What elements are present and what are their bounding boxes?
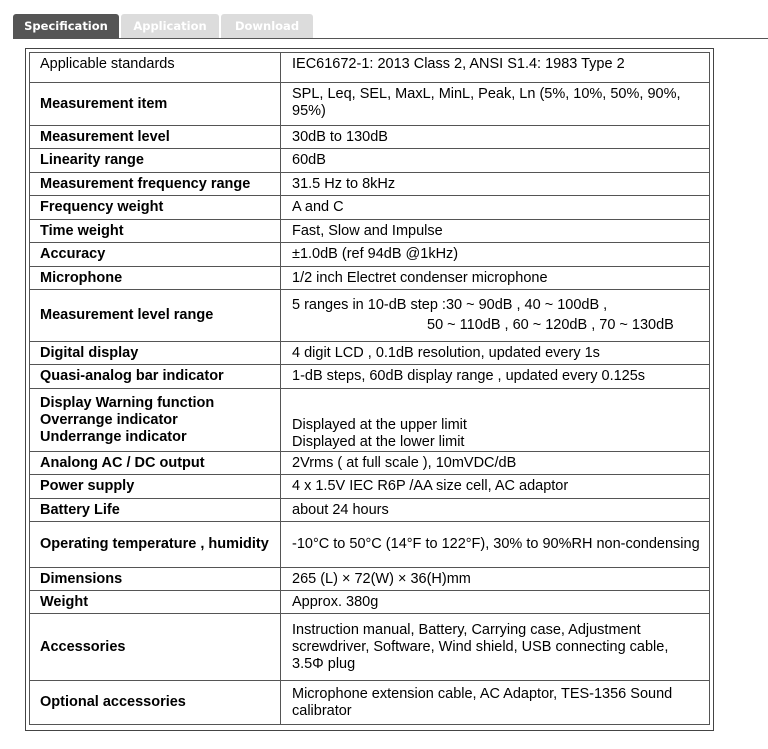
spec-value: 4 digit LCD , 0.1dB resolution, updated every 1s: [281, 342, 710, 365]
table-row: [30, 681, 710, 725]
spec-value: 1/2 inch Electret condenser microphone: [281, 267, 710, 290]
table-row: [30, 83, 710, 126]
spec-value-line: 5 ranges in 10-dB step :30 ~ 90dB , 40 ~ 100dB ,: [292, 297, 608, 313]
spec-label: Weight: [30, 591, 281, 614]
spec-label: Battery Life: [30, 499, 281, 522]
spec-value: IEC61672-1: 2013 Class 2, ANSI S1.4: 1983 Type 2: [281, 53, 710, 83]
spec-label: Analong AC / DC output: [30, 452, 281, 475]
table-row: [30, 220, 710, 243]
spec-label: Measurement level: [30, 126, 281, 149]
spec-value: Approx. 380g: [281, 591, 710, 614]
spec-value: ±1.0dB (ref 94dB @1kHz): [281, 243, 710, 267]
spec-label: Measurement item: [30, 83, 281, 126]
spec-value: 60dB: [281, 149, 710, 173]
spec-value: -10°C to 50°C (14°F to 122°F), 30% to 90%RH non-condensing: [281, 522, 710, 568]
table-row: [30, 196, 710, 220]
spec-value-line: 50 ~ 110dB , 60 ~ 120dB , 70 ~ 130dB: [427, 317, 674, 333]
table-row: [30, 591, 710, 614]
spec-label: Accessories: [30, 614, 281, 681]
spec-value: 2Vrms ( at full scale ), 10mVDC/dB: [281, 452, 710, 475]
table-row: [30, 522, 710, 568]
spec-label: Linearity range: [30, 149, 281, 173]
spec-table-frame: [25, 48, 714, 731]
table-row: [30, 365, 710, 389]
spec-value: Instruction manual, Battery, Carrying case, Adjustment screwdriver, Software, Wind shield, USB connecting cable, 3.5Φ plug: [281, 614, 710, 681]
spec-label-line: Overrange indicator: [40, 411, 178, 428]
spec-label: Quasi-analog bar indicator: [30, 365, 281, 389]
spec-label-line: Display Warning function: [40, 394, 215, 411]
table-row: [30, 126, 710, 149]
spec-label: Measurement frequency range: [30, 173, 281, 196]
spec-label: [30, 389, 281, 452]
spec-value: 1-dB steps, 60dB display range , updated every 0.125s: [281, 365, 710, 389]
spec-label: Time weight: [30, 220, 281, 243]
spec-value: 30dB to 130dB: [281, 126, 710, 149]
tab-bar: [13, 14, 768, 39]
tab-specification[interactable]: Specification: [13, 14, 119, 38]
table-row: [30, 53, 710, 83]
table-row: [30, 614, 710, 681]
spec-label: Optional accessories: [30, 681, 281, 725]
table-row: [30, 173, 710, 196]
table-row: [30, 389, 710, 452]
spec-label: Dimensions: [30, 568, 281, 591]
spec-label: Accuracy: [30, 243, 281, 267]
table-row: [30, 452, 710, 475]
spec-label: Frequency weight: [30, 196, 281, 220]
spec-value: Fast, Slow and Impulse: [281, 220, 710, 243]
spec-value: about 24 hours: [281, 499, 710, 522]
table-row: [30, 149, 710, 173]
table-row: [30, 499, 710, 522]
spec-value: A and C: [281, 196, 710, 220]
spec-label: Power supply: [30, 475, 281, 499]
table-row: [30, 267, 710, 290]
table-row: [30, 243, 710, 267]
spec-value: 4 x 1.5V IEC R6P /AA size cell, AC adaptor: [281, 475, 710, 499]
spec-value: 31.5 Hz to 8kHz: [281, 173, 710, 196]
table-row: [30, 568, 710, 591]
spec-value: Microphone extension cable, AC Adaptor, TES-1356 Sound calibrator: [281, 681, 710, 725]
spec-label: Measurement level range: [30, 290, 281, 342]
spec-table: [29, 52, 710, 725]
tab-application[interactable]: Application: [121, 14, 219, 38]
spec-label: Microphone: [30, 267, 281, 290]
table-row: [30, 342, 710, 365]
spec-label: Applicable standards: [30, 53, 281, 83]
spec-label: Digital display: [30, 342, 281, 365]
spec-value: 265 (L) × 72(W) × 36(H)mm: [281, 568, 710, 591]
spec-value: [281, 290, 710, 342]
spec-label-line: Underrange indicator: [40, 428, 187, 445]
tab-download[interactable]: Download: [221, 14, 313, 38]
spec-value-line: Displayed at the upper limit: [292, 417, 467, 433]
spec-value-line: Displayed at the lower limit: [292, 434, 465, 450]
spec-value: SPL, Leq, SEL, MaxL, MinL, Peak, Ln (5%, 10%, 50%, 90%, 95%): [281, 83, 710, 126]
table-row: [30, 475, 710, 499]
spec-value: [281, 389, 710, 452]
spec-label: Operating temperature , humidity: [30, 522, 281, 568]
table-row: [30, 290, 710, 342]
